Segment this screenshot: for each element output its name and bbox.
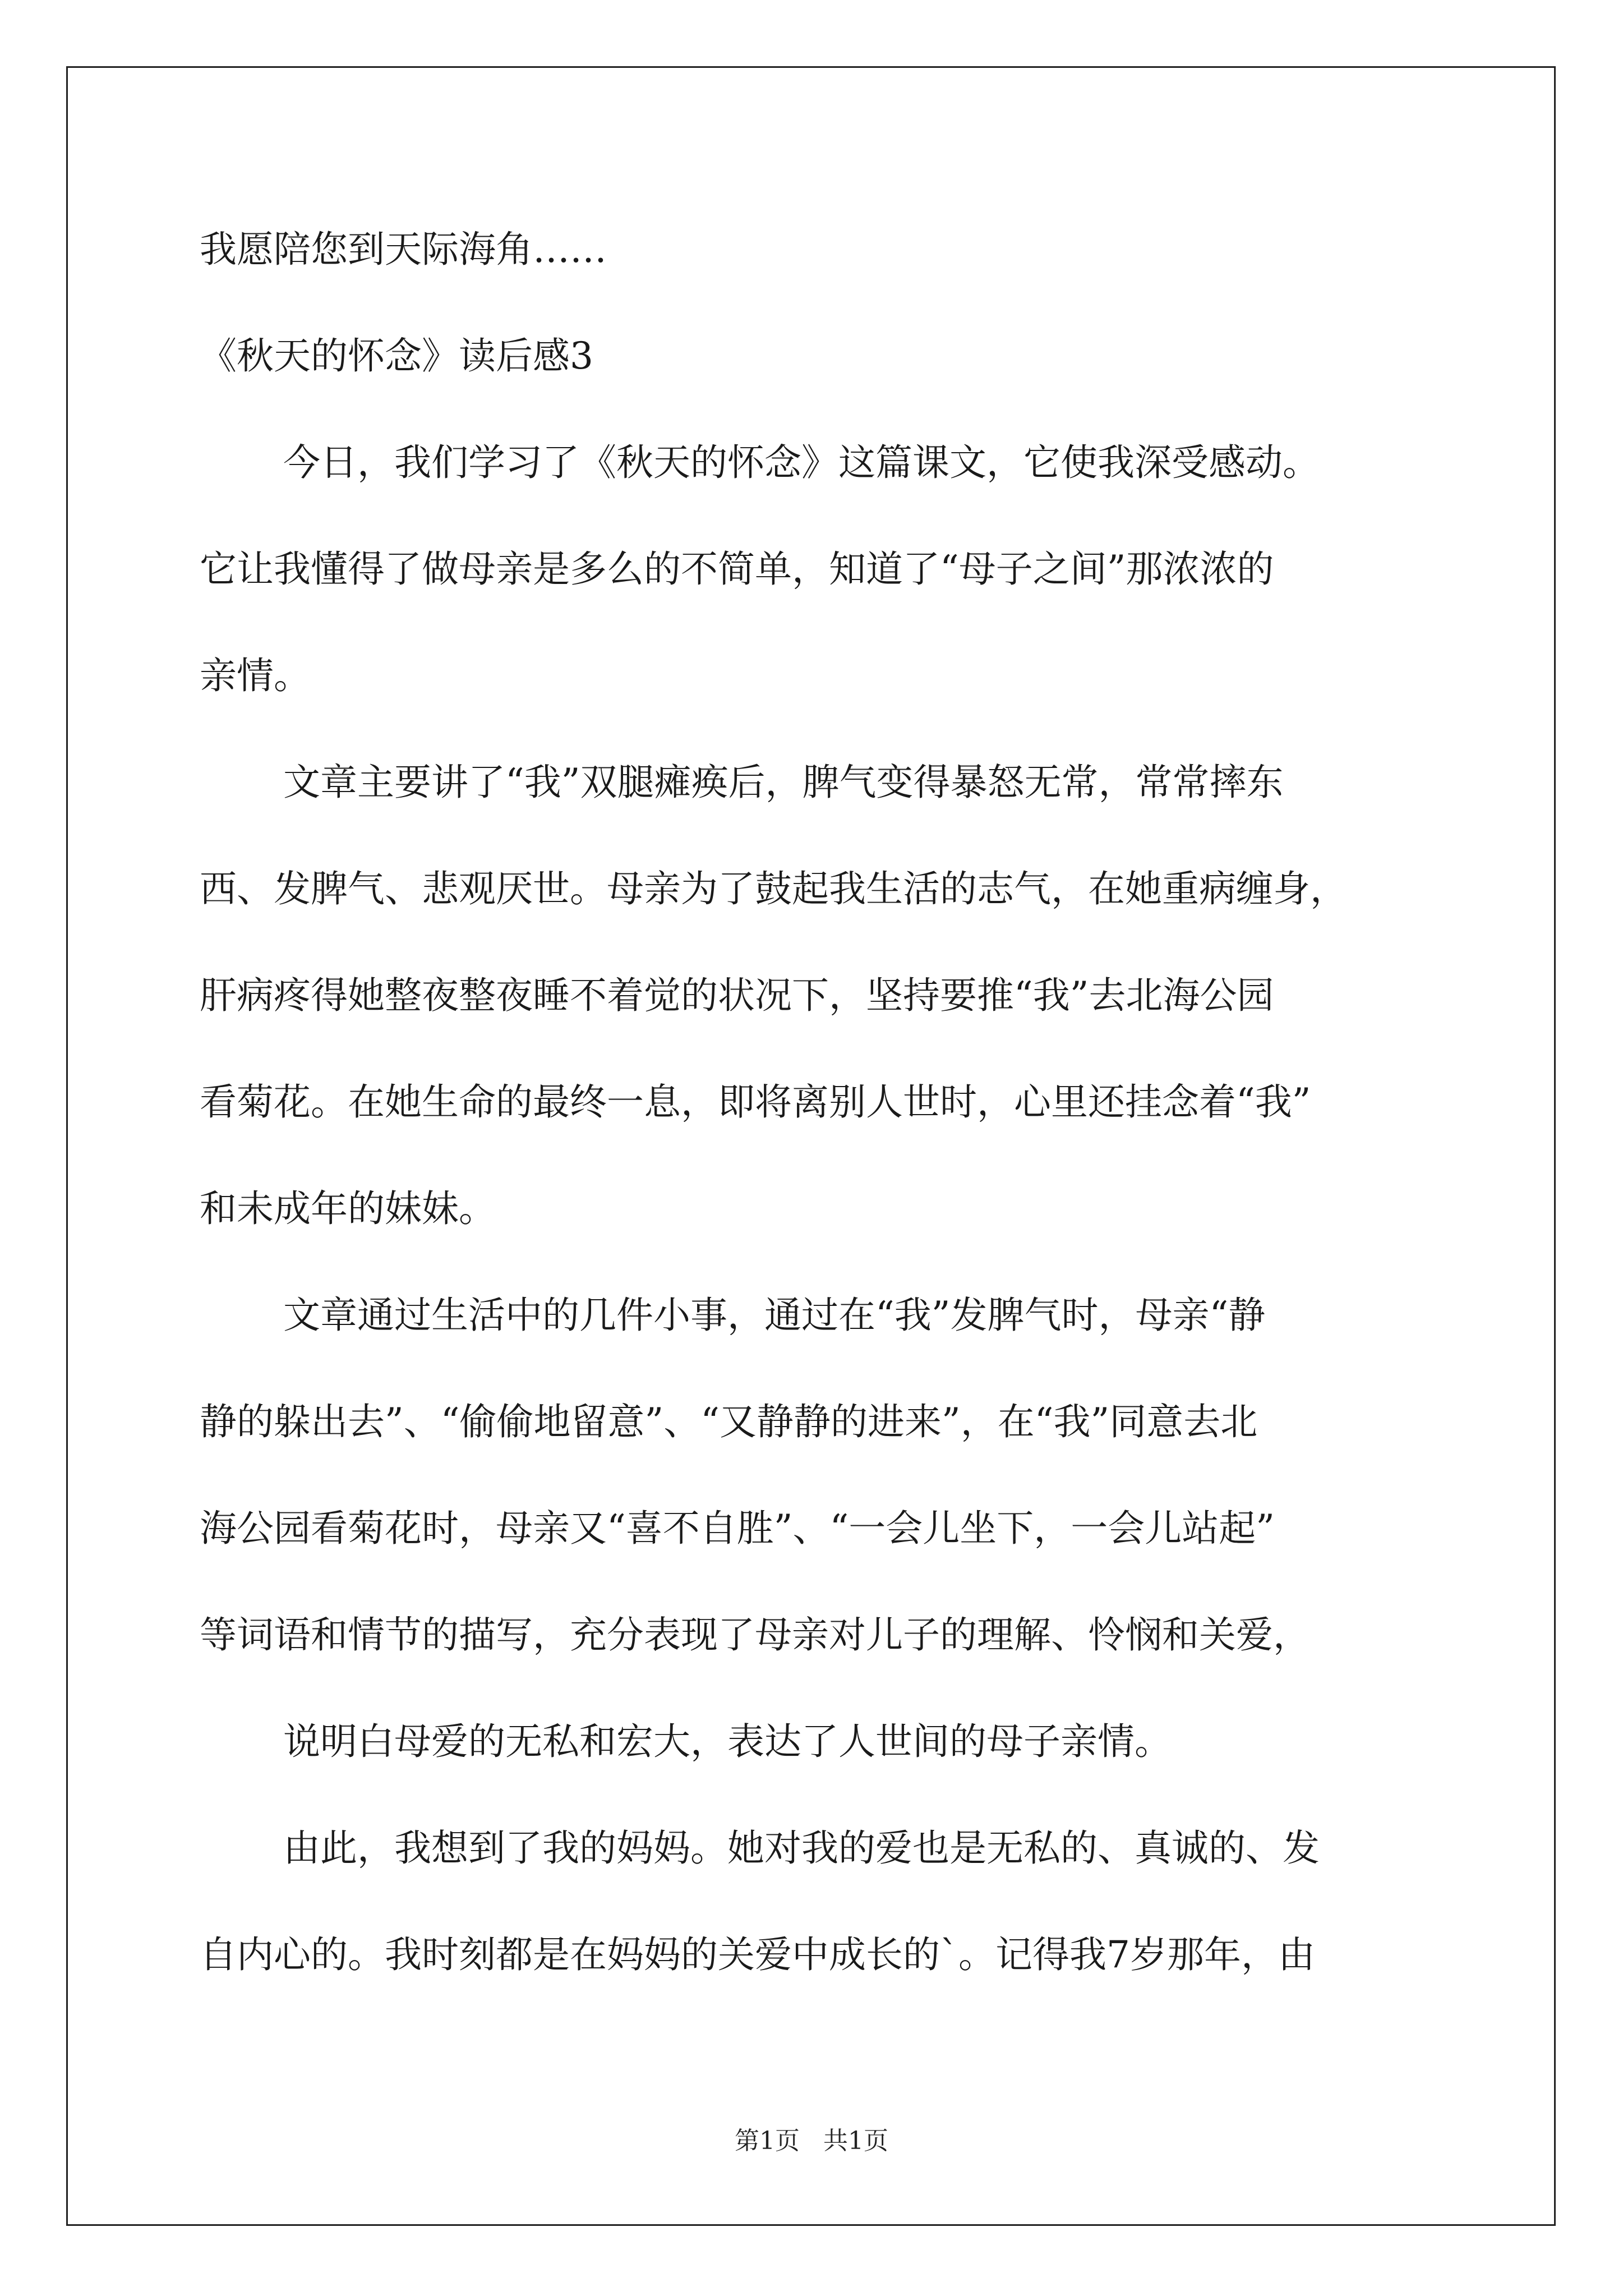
text-line: 今日，我们学习了《秋天的怀念》这篇课文，它使我深受感动。 (283, 441, 1320, 484)
page-number: 第1页 (735, 2127, 800, 2155)
text-line: 肝病疼得她整夜整夜睡不着觉的状况下，坚持要推“我”去北海公园 (200, 974, 1274, 1017)
text-line: 看菊花。在她生命的最终一息，即将离别人世时，心里还挂念着“我” (200, 1080, 1311, 1124)
text-line: 它让我懂得了做母亲是多么的不简单，知道了“母子之间”那浓浓的 (200, 547, 1274, 591)
text-line: 我愿陪您到天际海角…… (200, 228, 607, 271)
text-line: 自内心的。我时刻都是在妈妈的关爱中成长的`。记得我7岁那年，由 (200, 1933, 1315, 1976)
page-total: 共1页 (823, 2127, 888, 2155)
text-line: 等词语和情节的描写，充分表现了母亲对儿子的理解、怜悯和关爱， (200, 1613, 1310, 1657)
text-line: 说明白母爱的无私和宏大，表达了人世间的母子亲情。 (283, 1720, 1172, 1763)
text-line: 静的躲出去”、“偷偷地留意”、“又静静的进来”，在“我”同意去北 (200, 1400, 1258, 1443)
page-footer (0, 2129, 1623, 2154)
text-line: 由此，我想到了我的妈妈。她对我的爱也是无私的、真诚的、发 (283, 1826, 1320, 1870)
text-line: 文章主要讲了“我”双腿瘫痪后，脾气变得暴怒无常，常常摔东 (283, 761, 1284, 804)
text-line: 和未成年的妹妹。 (200, 1187, 496, 1230)
text-line: 文章通过生活中的几件小事，通过在“我”发脾气时，母亲“静 (283, 1294, 1266, 1337)
page-border (66, 66, 1556, 2226)
section-heading: 《秋天的怀念》读后感3 (200, 334, 593, 378)
text-line: 西、发脾气、悲观厌世。母亲为了鼓起我生活的志气，在她重病缠身， (200, 867, 1347, 910)
text-line: 亲情。 (200, 654, 311, 697)
text-line: 海公园看菊花时，母亲又“喜不自胜”、“一会儿坐下，一会儿站起” (200, 1507, 1275, 1550)
